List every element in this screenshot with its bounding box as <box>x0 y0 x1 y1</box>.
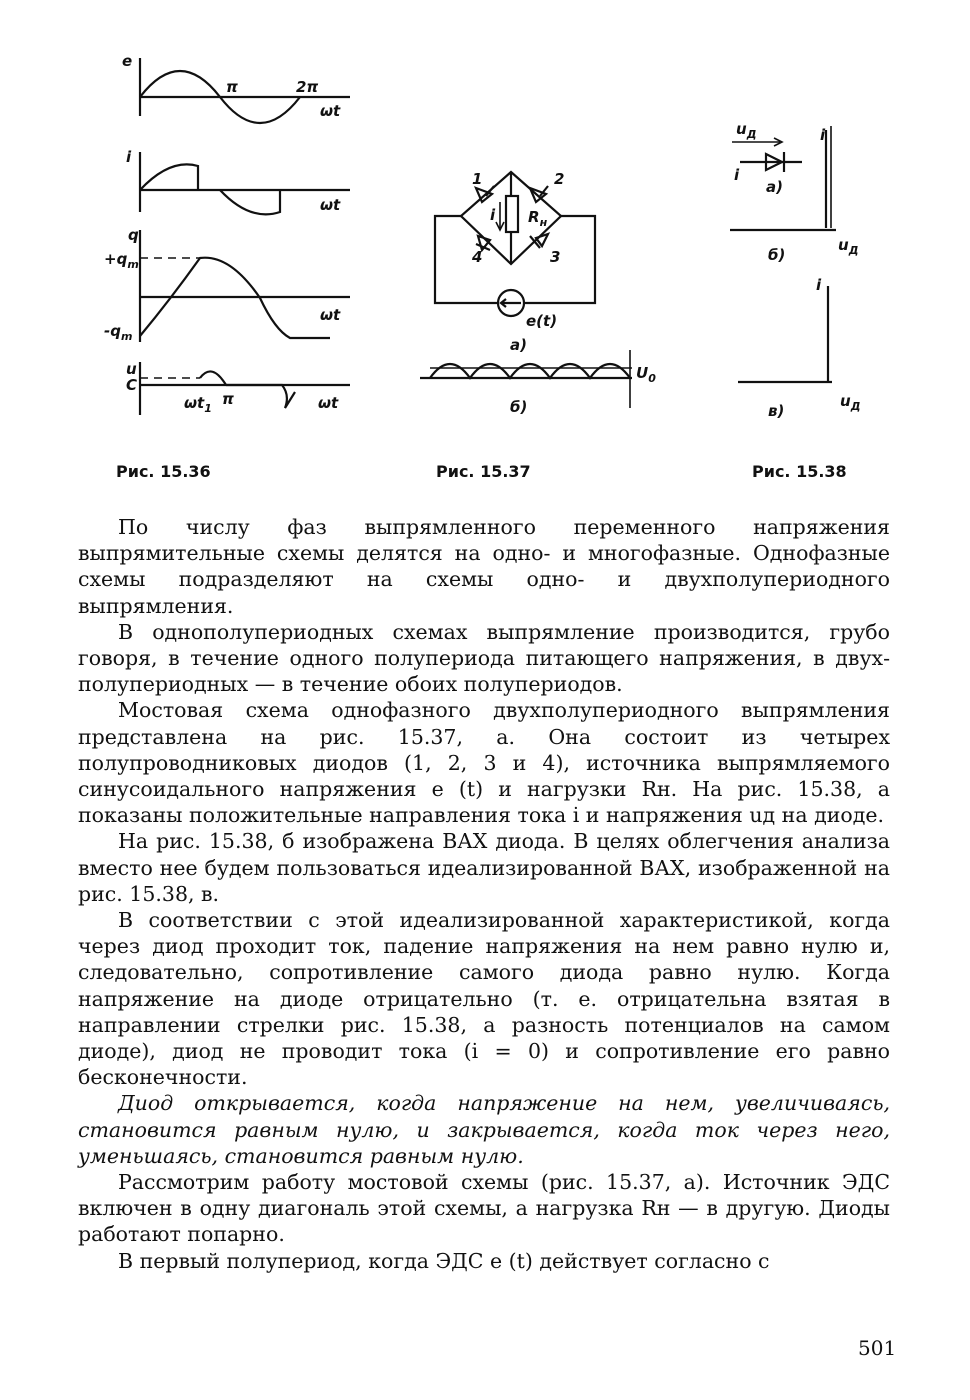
paragraph: В соответствии с этой идеализированной характеристикой, когда через диод проходит ток, падение напряжения на нем равно нулю и, следовательно, сопротивление самого диода равно нулю. Когда напряжение на диоде отрицательно (т. е. отрицательна взятая в направлении стрелки рис. 15.38, а разность потенциалов на самом диоде), диод не проводит тока (i = 0) и сопротивление его равно бесконечности. <box>78 908 890 1090</box>
figure-15-36 <box>100 40 360 430</box>
label-e: e <box>122 52 133 70</box>
label-d2: 2 <box>554 170 565 188</box>
label-pi: π <box>226 78 238 96</box>
label-sub-a: а) <box>766 178 783 196</box>
label-wt-4: ωt <box>318 394 339 412</box>
label-b: б) <box>510 398 528 416</box>
label-c: C <box>126 376 138 394</box>
label-i: i <box>126 148 132 166</box>
diode-3 <box>530 234 548 248</box>
label-ud-c: $u_Д$ <box>840 392 861 413</box>
paragraph-italic: Диод открывается, когда напряжение на нем, увеличиваясь, становится равным нулю, и закрывается, когда ток через него, уменьшаясь, становится равным нулю. <box>78 1091 890 1168</box>
paragraph: Мостовая схема однофазного двухполупериодного выпрямления представлена на рис. 15.37, а. Она состоит из четырех полупроводниковых диодов (1, 2, 3 и 4), источника выпрямляемого синусоидального напряжения e (t) и нагрузки Rн. На рис. 15.38, а показаны положительные направления тока i и напряжения uд на диоде. <box>78 698 890 828</box>
figure-15-37 <box>410 150 690 430</box>
label-sub-c: в) <box>768 402 785 420</box>
label-u0: $U_0$ <box>636 364 656 385</box>
figure-15-38 <box>720 100 890 430</box>
label-wt-1: ωt <box>320 102 341 120</box>
paragraph: В первый полупериод, когда ЭДС e (t) действует согласно с <box>118 1248 770 1273</box>
label-pi-2: π <box>222 390 234 408</box>
label-wt1: $\omega t_1$ <box>184 394 212 415</box>
label-rn: $R_н$ <box>528 208 548 229</box>
label-i-load: i <box>490 206 496 224</box>
page-number: 501 <box>858 1336 897 1360</box>
label-q: q <box>128 226 139 244</box>
label-d4: 4 <box>472 248 483 266</box>
diode-2 <box>530 186 548 202</box>
label-d1: 1 <box>472 170 483 188</box>
label-minus-qm: $-q_m$ <box>104 322 133 343</box>
label-plus-qm: $+q_m$ <box>104 250 139 271</box>
label-source: e(t) <box>526 312 558 330</box>
label-d3: 3 <box>550 248 561 266</box>
paragraph: На рис. 15.38, б изображена ВАХ диода. В целях облегчения анализа вместо нее будем пользоваться идеализированной ВАХ, изображенной на рис. 15.38, в. <box>78 829 890 906</box>
body-text <box>78 514 890 1274</box>
label-wt-2: ωt <box>320 196 341 214</box>
caption-15-38: Рис. 15.38 <box>752 462 847 481</box>
load-resistor <box>506 196 518 232</box>
paragraph: Рассмотрим работу мостовой схемы (рис. 15.37, а). Источник ЭДС включен в одну диагональ этой схемы, а нагрузка Rн — в другую. Диоды работают попарно. <box>78 1170 890 1247</box>
label-ud-arrow: $u_Д$ <box>736 120 757 141</box>
label-u: u <box>126 360 137 378</box>
paragraph: В однополупериодных схемах выпрямление производится, грубо говоря, в течение одного полупериода питающего напряжения, в двух- полупериодных — в течение обоих полупериодов. <box>78 619 890 697</box>
label-2pi: 2π <box>296 78 319 96</box>
label-ud-b: $u_Д$ <box>838 236 859 257</box>
label-i-diode: i <box>734 166 740 184</box>
label-wt-3: ωt <box>320 306 341 324</box>
label-sub-b: б) <box>768 246 786 264</box>
label-i-c: i <box>816 276 822 294</box>
caption-15-36: Рис. 15.36 <box>116 462 211 481</box>
paragraph: По числу фаз выпрямленного переменного напряжения выпрямительные схемы делятся на одно- и многофазные. Однофазные схемы подразделяют на схемы одно- и двухполупериодного выпрямления. <box>78 515 890 618</box>
label-i-b: i <box>820 126 826 144</box>
caption-15-37: Рис. 15.37 <box>436 462 531 481</box>
label-a: а) <box>510 336 527 354</box>
